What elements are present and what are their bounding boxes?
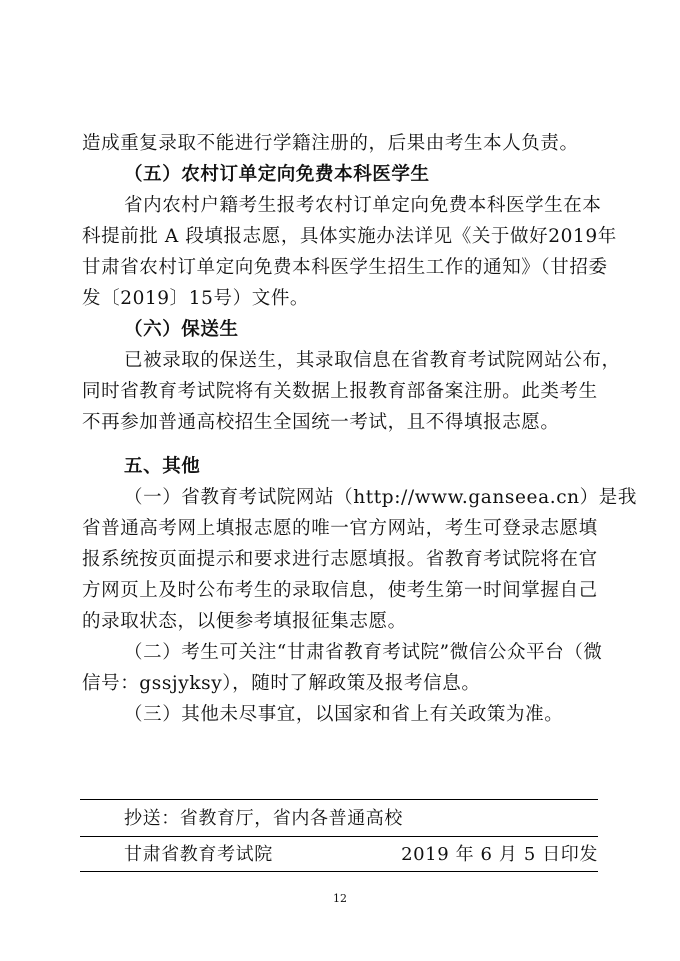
body-line: 信号：gssjyksy），随时了解政策及报考信息。 [82,673,481,694]
body-line: 科提前批 A 段填报志愿，具体实施办法详见《关于做好2019年 [82,226,617,247]
body-line: 已被录取的保送生，其录取信息在省教育考试院网站公布， [124,350,621,371]
footer-bottom-rule [80,871,598,872]
issue-date: 2019 年 6 月 5 日印发 [401,844,598,865]
footer-top-rule [80,799,598,800]
body-line: 甘肃省农村订单定向免费本科医学生招生工作的通知》（甘招委 [82,257,608,278]
footer-middle-rule [80,836,598,837]
body-line: 发〔2019〕15号）文件。 [82,288,310,309]
body-line: 同时省教育考试院将有关数据上报教育部备案注册。此类考生 [82,381,598,402]
body-line: （一）省教育考试院网站（http://www.ganseea.cn）是我 [124,487,637,508]
body-line: 方网页上及时公布考生的录取信息，使考生第一时间掌握自己 [82,580,598,601]
body-line: 省普通高考网上填报志愿的唯一官方网站，考生可登录志愿填 [82,518,598,539]
body-line: 的录取状态，以便参考填报征集志愿。 [82,611,407,632]
page-number: 12 [333,892,347,905]
body-line: 造成重复录取不能进行学籍注册的，后果由考生本人负责。 [82,133,579,154]
issuer-name: 甘肃省教育考试院 [124,844,273,865]
body-line: 不再参加普通高校招生全国统一考试，且不得填报志愿。 [82,412,560,433]
body-line: （二）考生可关注“甘肃省教育考试院”微信公众平台（微 [124,642,603,663]
body-line: 省内农村户籍考生报考农村订单定向免费本科医学生在本 [124,195,602,216]
section-heading-other: 五、其他 [124,456,201,477]
cc-line: 抄送：省教育厅，省内各普通高校 [124,808,403,829]
body-line: （三）其他未尽事宜，以国家和省上有关政策为准。 [124,704,564,725]
section-heading-recommended-students: （六）保送生 [124,319,239,340]
body-line: 报系统按页面提示和要求进行志愿填报。省教育考试院将在官 [82,549,598,570]
section-heading-rural-medical: （五）农村订单定向免费本科医学生 [124,164,430,185]
